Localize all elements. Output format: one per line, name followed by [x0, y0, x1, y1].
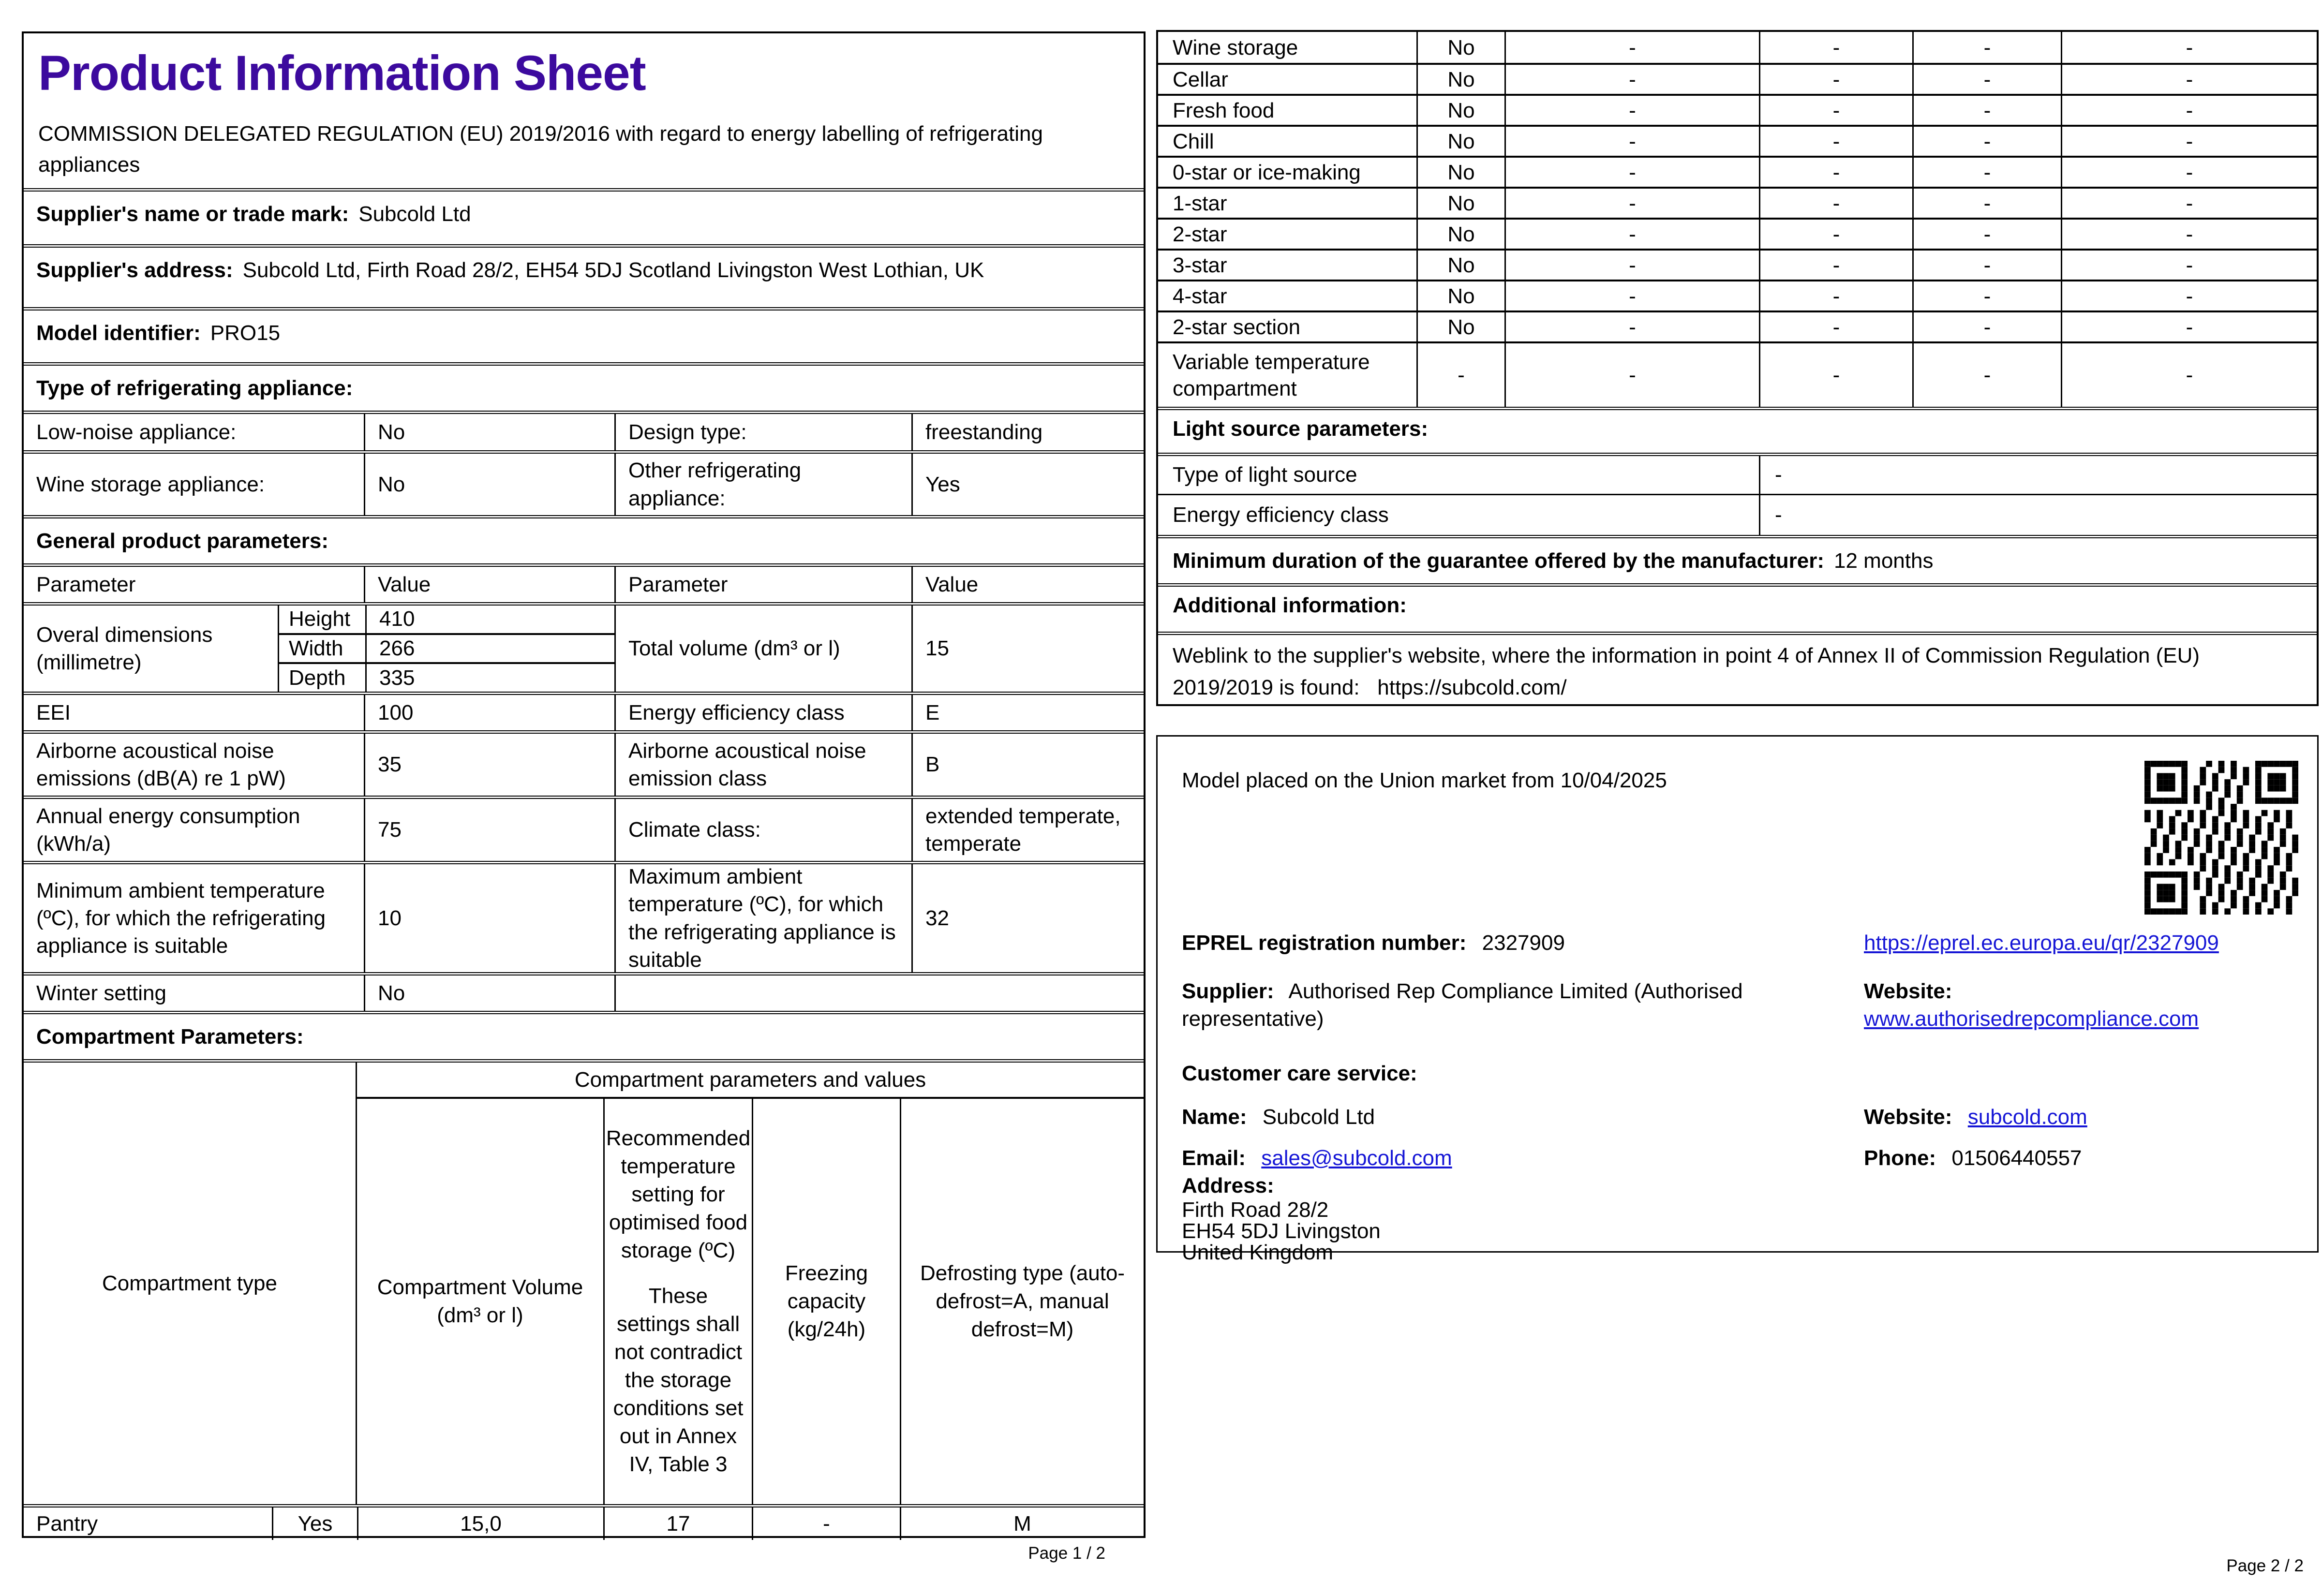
supplier-name-value: Subcold Ltd — [358, 202, 471, 226]
total-volume-value: 15 — [911, 606, 1144, 692]
customer-care-label: Customer care service: — [1182, 1062, 1417, 1085]
supplier-address-label: Supplier's address: — [36, 258, 233, 282]
compartment-value: - — [1504, 65, 1759, 94]
pantry-row — [24, 1504, 1144, 1540]
compartment-label: 0-star or ice-making — [1173, 160, 1361, 184]
supplier-website-link[interactable]: www.authorisedrepcompliance.com — [1864, 1007, 2199, 1031]
compartment-value: No — [1416, 189, 1504, 218]
compartment-value: - — [2061, 32, 2317, 63]
energy-consumption-row — [24, 796, 1144, 861]
compartment-row — [1158, 63, 2317, 94]
care-name-row — [1182, 1103, 1375, 1131]
pantry-volume: 15,0 — [357, 1507, 603, 1540]
compartment-header — [24, 1059, 1144, 1504]
compartment-value: - — [2061, 281, 2317, 310]
page-1 — [22, 31, 1146, 1538]
care-website-row — [1864, 1103, 2087, 1131]
ambient-temperature-row — [24, 861, 1144, 972]
compartment-value: - — [1912, 189, 2061, 218]
compartment-value: - — [2061, 312, 2317, 341]
compartment-section-label: Compartment Parameters: — [36, 1025, 304, 1049]
light-class-value: - — [1759, 495, 2317, 535]
compartment-row — [1158, 310, 2317, 341]
wine-storage-row — [24, 450, 1144, 515]
compartment-value: No — [1416, 251, 1504, 280]
page1-footer: Page 1 / 2 — [1028, 1544, 1105, 1563]
low-noise-label: Low-noise appliance: — [36, 420, 237, 444]
compartment-value: No — [1416, 32, 1504, 63]
compartment-value: - — [1504, 281, 1759, 310]
eprel-value: 2327909 — [1482, 931, 1565, 955]
compartment-row — [1158, 32, 2317, 63]
compartment-value: - — [1912, 65, 2061, 94]
email-label: Email: — [1182, 1146, 1246, 1170]
min-ambient-value: 10 — [364, 864, 614, 972]
supplier-name-row — [24, 188, 1144, 244]
phone-row — [1864, 1144, 2082, 1172]
low-noise-value: No — [364, 414, 614, 450]
compartment-value: - — [1912, 281, 2061, 310]
compartment-value: - — [2061, 158, 2317, 187]
compartment-value: No — [1416, 127, 1504, 156]
compartment-value: - — [2061, 220, 2317, 249]
compartment-value: - — [2061, 189, 2317, 218]
compartment-value: - — [1759, 127, 1912, 156]
noise-value: 35 — [364, 734, 614, 796]
other-appliance-value: Yes — [911, 454, 1144, 515]
guarantee-value: 12 months — [1834, 548, 1934, 573]
phone-value: 01506440557 — [1951, 1146, 2082, 1170]
winter-setting-row — [24, 972, 1144, 1011]
compartment-value: - — [1759, 343, 1912, 407]
energy-class-label: Energy efficiency class — [614, 695, 911, 730]
compartment-value: - — [1759, 251, 1912, 280]
email-row — [1182, 1144, 1452, 1172]
light-type-row — [1158, 453, 2317, 494]
noise-class-value: B — [911, 734, 1144, 796]
noise-class-label: Airborne acoustical noise emission class — [614, 734, 911, 796]
light-section-label: Light source parameters: — [1173, 417, 1429, 441]
min-ambient-label: Minimum ambient temperature (ºC), for which the refrigerating appliance is suitable — [36, 878, 326, 958]
dimension-value: 335 — [365, 664, 614, 692]
dimensions-subtable — [278, 606, 614, 692]
compartment-value: - — [1912, 312, 2061, 341]
address-block — [1182, 1172, 1381, 1263]
compartment-value: No — [1416, 65, 1504, 94]
compartment-value: - — [1504, 127, 1759, 156]
weblink-url: https://subcold.com/ — [1377, 676, 1567, 699]
dimension-name: Depth — [289, 665, 346, 690]
compartment-type-header: Compartment type — [102, 1271, 277, 1295]
freezing-header: Freezing capacity (kg/24h) — [752, 1099, 900, 1504]
column-header: Parameter — [614, 567, 911, 602]
temperature-header — [603, 1099, 752, 1504]
compartment-value: - — [1416, 343, 1504, 407]
address-label: Address: — [1182, 1174, 1274, 1197]
max-ambient-value: 32 — [911, 864, 1144, 972]
compartment-label: 3-star — [1173, 253, 1227, 277]
type-section-row — [24, 362, 1144, 411]
supplier-value: Authorised Rep Compliance Limited (Authorised representative) — [1182, 979, 1743, 1031]
additional-info-label: Additional information: — [1173, 593, 1407, 617]
name-value: Subcold Ltd — [1262, 1105, 1375, 1129]
supplier-address-row — [24, 244, 1144, 307]
temperature-header-note: These settings shall not contradict the storage conditions set out in Annex IV, Table 3 — [613, 1284, 744, 1477]
compartment-value: - — [1912, 127, 2061, 156]
compartment-value: - — [1912, 343, 2061, 407]
climate-class-value: extended temperate, temperate — [911, 799, 1144, 861]
compartment-value: - — [1912, 96, 2061, 125]
compartment-value: - — [2061, 127, 2317, 156]
temperature-header-text: Recommended temperature setting for optimised food storage (ºC) — [606, 1126, 751, 1262]
supplier-name-label: Supplier's name or trade mark: — [36, 202, 349, 226]
phone-label: Phone: — [1864, 1146, 1936, 1170]
compartment-value: - — [1759, 220, 1912, 249]
guarantee-label: Minimum duration of the guarantee offered by the manufacturer: — [1173, 548, 1825, 573]
compartment-value: No — [1416, 220, 1504, 249]
page-2-table — [1156, 30, 2319, 706]
compartment-value: - — [1759, 281, 1912, 310]
compartment-value: - — [1504, 251, 1759, 280]
dimension-name: Width — [289, 636, 343, 660]
compartment-value: - — [1912, 158, 2061, 187]
compartment-label: Fresh food — [1173, 98, 1275, 122]
climate-class-label: Climate class: — [614, 799, 911, 861]
max-ambient-label: Maximum ambient temperature (ºC), for which the refrigerating appliance is suitable — [614, 864, 911, 972]
compartment-section-row — [24, 1011, 1144, 1059]
compartment-value: - — [2061, 65, 2317, 94]
website-label: Website: — [1864, 979, 1952, 1003]
winter-setting-label: Winter setting — [36, 981, 166, 1005]
compartment-value: - — [1504, 158, 1759, 187]
eprel-link[interactable]: https://eprel.ec.europa.eu/qr/2327909 — [1864, 931, 2219, 955]
compartment-row — [1158, 156, 2317, 187]
compartment-value: - — [1504, 220, 1759, 249]
compartment-label: Variable temperature compartment — [1173, 350, 1370, 400]
website-label: Website: — [1864, 1105, 1952, 1129]
light-class-label: Energy efficiency class — [1173, 503, 1389, 527]
address-line: United Kingdom — [1182, 1241, 1334, 1265]
registration-box — [1156, 735, 2319, 1265]
column-header: Value — [364, 567, 614, 602]
page-title: Product Information Sheet — [38, 45, 646, 101]
compartment-value: - — [1759, 65, 1912, 94]
title-block — [24, 33, 1144, 188]
compartment-label: 1-star — [1173, 191, 1227, 215]
additional-info-row — [1158, 583, 2317, 632]
compartment-value: - — [1759, 158, 1912, 187]
dimensions-label: Overal dimensions (millimetre) — [36, 622, 213, 674]
total-volume-label: Total volume (dm³ or l) — [614, 606, 911, 692]
compartment-value: - — [1504, 96, 1759, 125]
page2-footer: Page 2 / 2 — [2226, 1556, 2304, 1575]
supplier-label: Supplier: — [1182, 979, 1274, 1003]
wine-storage-label: Wine storage appliance: — [36, 472, 265, 496]
dimension-height-row — [279, 606, 614, 633]
light-type-label: Type of light source — [1173, 463, 1357, 487]
eei-row — [24, 692, 1144, 730]
compartment-row — [1158, 249, 2317, 280]
light-type-value: - — [1759, 456, 2317, 494]
supplier-address-value: Subcold Ltd, Firth Road 28/2, EH54 5DJ Scotland Livingston West Lothian, UK — [242, 258, 984, 282]
supplier-row-right — [1864, 977, 2290, 1033]
dimension-name: Height — [289, 607, 351, 631]
design-type-value: freestanding — [911, 414, 1144, 450]
dimension-value: 266 — [365, 635, 614, 663]
compartment-value: - — [1912, 251, 2061, 280]
compartment-label: Chill — [1173, 129, 1214, 153]
dimension-width-row — [279, 633, 614, 663]
dimension-depth-row — [279, 662, 614, 692]
compartment-row — [1158, 218, 2317, 249]
compartment-value: - — [1504, 32, 1759, 63]
supplier-row-left — [1182, 977, 1835, 1033]
compartment-label: Wine storage — [1173, 35, 1298, 59]
defrost-header: Defrosting type (auto-defrost=A, manual defrost=M) — [900, 1099, 1144, 1504]
energy-consumption-value: 75 — [364, 799, 614, 861]
compartment-label: 4-star — [1173, 284, 1227, 308]
compartment-value: - — [1759, 96, 1912, 125]
compartment-row — [1158, 125, 2317, 156]
compartment-label: 2-star — [1173, 222, 1227, 246]
eei-label: EEI — [36, 700, 71, 724]
winter-setting-value: No — [364, 975, 614, 1011]
parameter-header-row — [24, 563, 1144, 602]
pantry-present: Yes — [272, 1507, 357, 1540]
name-label: Name: — [1182, 1105, 1247, 1129]
compartment-row — [1158, 94, 2317, 125]
guarantee-row — [1158, 535, 2317, 583]
light-section-row — [1158, 407, 2317, 453]
model-identifier-value: PRO15 — [210, 321, 281, 345]
energy-consumption-label: Annual energy consumption (kWh/a) — [36, 804, 300, 856]
compartment-value: - — [1912, 32, 2061, 63]
general-section-row — [24, 515, 1144, 563]
pantry-type: Pantry — [36, 1511, 98, 1536]
volume-header: Compartment Volume (dm³ or l) — [377, 1275, 583, 1327]
noise-row — [24, 730, 1144, 796]
weblink-text: Weblink to the supplier's website, where the information in point 4 of Annex II of Commission Regulation (EU) 2019/2019 is found: — [1173, 644, 2200, 699]
compartment-value: No — [1416, 312, 1504, 341]
compartment-value: - — [1912, 220, 2061, 249]
compartment-value: - — [1759, 312, 1912, 341]
column-header: Value — [911, 567, 1144, 602]
email-link[interactable]: sales@subcold.com — [1261, 1146, 1452, 1170]
empty-cell — [614, 975, 1144, 1011]
compartment-continuation-rows — [1158, 32, 2317, 407]
weblink-row — [1158, 632, 2317, 704]
eprel-row-left — [1182, 929, 1565, 957]
compartment-value: - — [1504, 189, 1759, 218]
market-placement-text: Model placed on the Union market from 10/04/2025 — [1182, 768, 1667, 792]
compartment-value: - — [2061, 251, 2317, 280]
care-website-link[interactable]: subcold.com — [1967, 1105, 2087, 1129]
model-identifier-row — [24, 307, 1144, 362]
pantry-freezing: - — [752, 1507, 900, 1540]
model-identifier-label: Model identifier: — [36, 321, 201, 345]
eprel-label: EPREL registration number: — [1182, 931, 1467, 955]
low-noise-row — [24, 411, 1144, 450]
compartment-value: - — [2061, 96, 2317, 125]
design-type-label: Design type: — [614, 414, 911, 450]
dimensions-row — [24, 602, 1144, 692]
compartment-value: No — [1416, 96, 1504, 125]
light-class-row — [1158, 494, 2317, 535]
compartment-row — [1158, 280, 2317, 310]
pantry-temperature: 17 — [603, 1507, 752, 1540]
noise-label: Airborne acoustical noise emissions (dB(A) re 1 pW) — [36, 739, 286, 790]
eei-value: 100 — [364, 695, 614, 730]
other-appliance-label: Other refrigerating appliance: — [614, 454, 911, 515]
eprel-row-right — [1864, 929, 2219, 957]
compartment-label: 2-star section — [1173, 315, 1301, 339]
compartment-value: - — [2061, 343, 2317, 407]
general-section-label: General product parameters: — [36, 529, 328, 553]
compartment-value: - — [1759, 32, 1912, 63]
compartment-value: No — [1416, 281, 1504, 310]
compartment-row — [1158, 341, 2317, 407]
compartment-value: - — [1504, 343, 1759, 407]
compartment-label: Cellar — [1173, 67, 1228, 91]
regulation-subtitle: COMMISSION DELEGATED REGULATION (EU) 2019/2016 with regard to energy labelling of refrigerating appliances — [38, 122, 1043, 177]
column-header: Parameter — [36, 572, 136, 596]
address-line: Firth Road 28/2 — [1182, 1198, 1329, 1222]
qr-code-icon — [2144, 761, 2298, 915]
dimension-value: 410 — [365, 606, 614, 633]
address-line: EH54 5DJ Livingston — [1182, 1219, 1381, 1243]
compartment-value: No — [1416, 158, 1504, 187]
type-section-label: Type of refrigerating appliance: — [36, 376, 353, 400]
wine-storage-value: No — [364, 454, 614, 515]
compartment-row — [1158, 187, 2317, 218]
compartment-band-header: Compartment parameters and values — [357, 1063, 1144, 1099]
pantry-defrost: M — [900, 1507, 1144, 1540]
energy-class-value: E — [911, 695, 1144, 730]
compartment-value: - — [1759, 189, 1912, 218]
compartment-value: - — [1504, 312, 1759, 341]
